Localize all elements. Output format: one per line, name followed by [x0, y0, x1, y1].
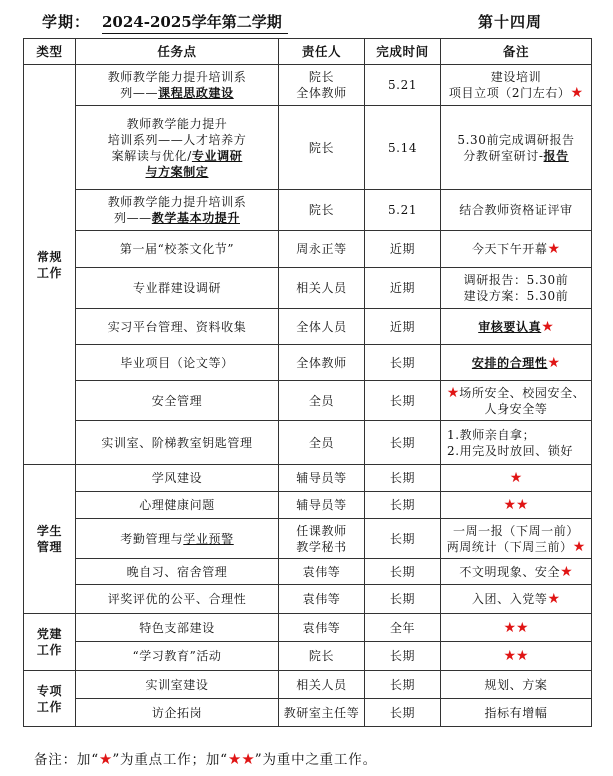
task-cell: 学风建设 [76, 465, 279, 492]
time-cell: 近期 [365, 231, 441, 268]
owner-cell: 袁伟等 [279, 614, 365, 642]
note-cell [441, 614, 592, 642]
task-highlight: 教学基本功提升 [151, 211, 240, 225]
task-cell: 实习平台管理、资料收集 [76, 309, 279, 345]
time-cell: 长期 [365, 519, 441, 559]
owner-cell: 教研室主任等 [279, 699, 365, 727]
note-cell [441, 65, 592, 106]
task-text: 教师教学能力提升培训系 [107, 70, 247, 84]
task-highlight: 课程思政建设 [158, 86, 234, 100]
note-cell [441, 559, 592, 585]
owner-cell: 相关人员 [279, 671, 365, 699]
task-cell: 访企拓岗 [76, 699, 279, 727]
task-cell: 心理健康问题 [76, 492, 279, 519]
time-cell: 长期 [365, 465, 441, 492]
note-text: 今天下午开幕 [471, 242, 548, 256]
note-highlight: 审核要认真 [478, 319, 542, 334]
note-text: 一周一报（下周一前） [452, 523, 579, 538]
table-row [24, 519, 592, 559]
table-row [24, 585, 592, 614]
table-row [24, 65, 592, 106]
star-icon: ★ [509, 470, 523, 486]
star-icon: ★ [547, 354, 561, 371]
owner-text: 院长 [308, 70, 335, 84]
time-cell: 长期 [365, 585, 441, 614]
task-cell: 特色支部建设 [76, 614, 279, 642]
table-row [24, 345, 592, 381]
note-text: 5.30前完成调研报告 [457, 132, 575, 147]
note-cell [441, 492, 592, 519]
task-text: 列—— [120, 86, 159, 100]
time-cell: 长期 [365, 345, 441, 381]
task-cell: 安全管理 [76, 381, 279, 421]
owner-text: 全体教师 [296, 86, 347, 100]
time-cell: 长期 [365, 671, 441, 699]
note-text: 两周统计（下周三前） [446, 539, 573, 554]
table-row [24, 642, 592, 671]
owner-cell: 袁伟等 [279, 559, 365, 585]
star-icon: ★ [98, 750, 113, 768]
table-row [24, 309, 592, 345]
legend-text: 备注：加“ [34, 752, 99, 768]
table-row [24, 190, 592, 231]
task-cell: 毕业项目（论文等） [76, 345, 279, 381]
table-row [24, 671, 592, 699]
double-star-icon: ★★ [503, 619, 529, 636]
table-row [24, 268, 592, 309]
note-cell [441, 309, 592, 345]
owner-cell: 全体人员 [279, 309, 365, 345]
owner-cell: 相关人员 [279, 268, 365, 309]
task-text: 培训系列——人才培养方 [107, 132, 247, 147]
table-row [24, 614, 592, 642]
task-highlight: 与方案制定 [145, 164, 209, 179]
legend-text: ”为重中之重工作。 [254, 752, 377, 768]
col-header-type: 类型 [24, 39, 76, 65]
owner-cell [279, 519, 365, 559]
task-text: 教师教学能力提升培训系 [107, 195, 247, 209]
weekly-task-table [23, 38, 592, 727]
note-cell: 规划、方案 [441, 671, 592, 699]
time-cell: 5.21 [365, 190, 441, 231]
time-cell: 近期 [365, 268, 441, 309]
star-icon: ★ [560, 563, 573, 580]
owner-cell: 院长 [279, 106, 365, 190]
footer-legend [34, 748, 377, 768]
note-text: 项目立项（2门左右） [448, 86, 571, 100]
note-cell [441, 421, 592, 465]
note-highlight: 报告 [543, 148, 569, 163]
table-row [24, 381, 592, 421]
task-cell [76, 65, 279, 106]
legend-text: ”为重点工作；加“ [112, 752, 228, 768]
note-text: 1.教师亲自拿； [447, 427, 536, 442]
task-text: 列—— [113, 211, 152, 225]
double-star-icon: ★★ [503, 497, 529, 513]
time-cell: 近期 [365, 309, 441, 345]
table-header-row [24, 39, 592, 65]
task-cell: “学习教育”活动 [76, 642, 279, 671]
note-cell [441, 465, 592, 492]
table-row [24, 699, 592, 727]
star-icon: ★ [541, 318, 554, 335]
double-star-icon: ★★ [227, 750, 255, 768]
page-header [0, 8, 613, 34]
owner-cell: 院长 [279, 642, 365, 671]
table-row [24, 106, 592, 190]
note-text: 建设方案：5.30前 [463, 289, 569, 303]
task-cell: 专业群建设调研 [76, 268, 279, 309]
time-cell: 5.14 [365, 106, 441, 190]
week-label: 第十四周 [478, 13, 543, 31]
note-cell [441, 519, 592, 559]
time-cell: 长期 [365, 381, 441, 421]
time-cell: 长期 [365, 642, 441, 671]
time-cell: 长期 [365, 421, 441, 465]
semester-value: 2024-2025学年第二学期 [102, 11, 288, 34]
category-student: 学生 管理 [24, 465, 76, 614]
note-highlight: 安排的合理性 [471, 355, 548, 370]
table-row [24, 465, 592, 492]
task-cell: 第一届“校茶文化节” [76, 231, 279, 268]
owner-text: 教学秘书 [296, 539, 347, 554]
owner-text: 任课教师 [296, 523, 347, 538]
task-cell: 晚自习、宿舍管理 [76, 559, 279, 585]
star-icon: ★ [547, 591, 561, 607]
star-icon: ★ [446, 384, 460, 401]
owner-cell [279, 65, 365, 106]
note-text: 场所安全、校园安全、 [459, 385, 586, 400]
owner-cell: 辅导员等 [279, 492, 365, 519]
note-cell [441, 268, 592, 309]
task-cell: 实训室、阶梯教室钥匙管理 [76, 421, 279, 465]
note-cell [441, 381, 592, 421]
owner-cell: 袁伟等 [279, 585, 365, 614]
star-icon: ★ [572, 538, 586, 555]
time-cell: 长期 [365, 492, 441, 519]
category-special: 专项 工作 [24, 671, 76, 727]
task-cell: 实训室建设 [76, 671, 279, 699]
note-cell: 指标有增幅 [441, 699, 592, 727]
note-text: 2.用完及时放回、锁好 [447, 443, 574, 458]
time-cell: 5.21 [365, 65, 441, 106]
col-header-note: 备注 [441, 39, 592, 65]
note-text: 不文明现象、安全 [459, 564, 561, 579]
double-star-icon: ★★ [503, 648, 529, 664]
table-row [24, 421, 592, 465]
category-party: 党建 工作 [24, 614, 76, 671]
col-header-time: 完成时间 [365, 39, 441, 65]
task-cell [76, 190, 279, 231]
note-text: 入团、入党等 [471, 592, 548, 606]
note-cell [441, 231, 592, 268]
note-cell [441, 642, 592, 671]
col-header-owner: 责任人 [279, 39, 365, 65]
note-text: 建设培训 [490, 70, 542, 84]
task-cell [76, 106, 279, 190]
task-text: 案解读与优化/ [111, 148, 192, 163]
owner-cell: 全员 [279, 421, 365, 465]
owner-cell: 辅导员等 [279, 465, 365, 492]
time-cell: 长期 [365, 559, 441, 585]
owner-cell: 全员 [279, 381, 365, 421]
note-cell [441, 106, 592, 190]
task-text: 教师教学能力提升 [126, 116, 228, 131]
table-row [24, 492, 592, 519]
note-text: 调研报告：5.30前 [463, 273, 569, 287]
task-highlight: 学业预警 [183, 531, 234, 546]
time-cell: 全年 [365, 614, 441, 642]
table-row [24, 559, 592, 585]
owner-cell: 周永正等 [279, 231, 365, 268]
owner-cell: 全体教师 [279, 345, 365, 381]
note-cell: 结合教师资格证评审 [441, 190, 592, 231]
note-text: 分教研室研讨- [463, 148, 544, 163]
task-highlight: 专业调研 [191, 148, 243, 163]
category-routine: 常规 工作 [24, 65, 76, 465]
note-text: 人身安全等 [484, 401, 548, 416]
table-row [24, 231, 592, 268]
task-cell: 评奖评优的公平、合理性 [76, 585, 279, 614]
task-text: 考勤管理与 [120, 531, 184, 546]
col-header-task: 任务点 [76, 39, 279, 65]
time-cell: 长期 [365, 699, 441, 727]
star-icon: ★ [570, 85, 584, 101]
task-cell [76, 519, 279, 559]
star-icon: ★ [547, 241, 561, 257]
owner-cell: 院长 [279, 190, 365, 231]
note-cell [441, 585, 592, 614]
semester-label: 学期： [42, 13, 91, 31]
note-cell [441, 345, 592, 381]
